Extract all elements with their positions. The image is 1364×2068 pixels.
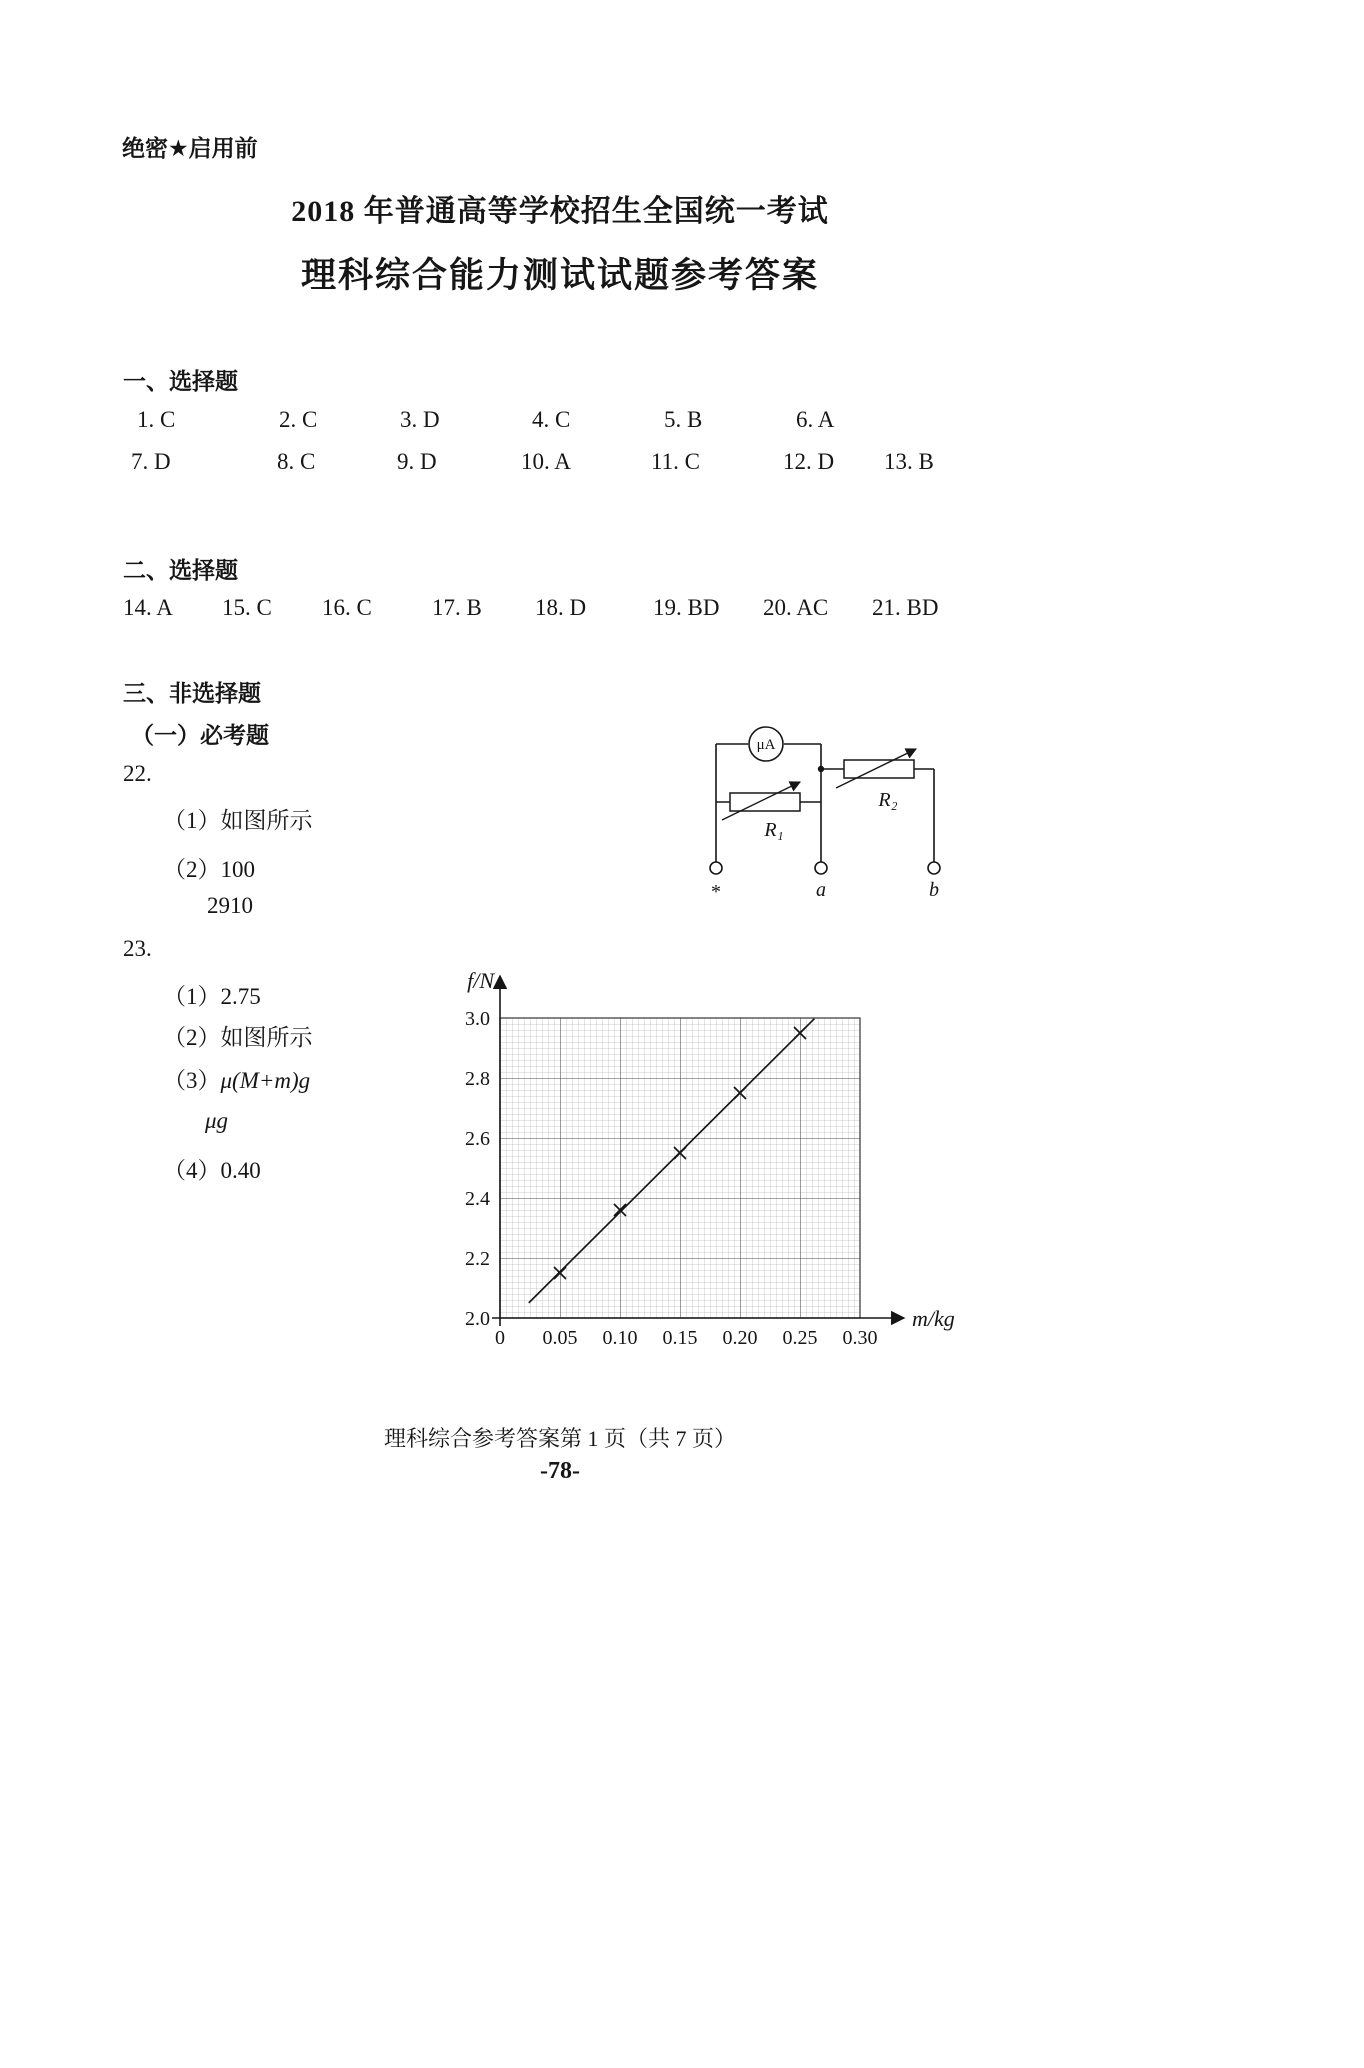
svg-text:2.0: 2.0: [465, 1308, 490, 1330]
terminal-b: [928, 862, 940, 874]
svg-text:0.10: 0.10: [602, 1327, 638, 1349]
q23-answer-5: （4）0.40: [163, 1158, 261, 1183]
answer-q4: 4. C: [532, 407, 571, 432]
answer-q7: 7. D: [131, 449, 171, 474]
section-3-heading: 三、非选择题: [123, 680, 261, 706]
microammeter-label: μA: [756, 737, 776, 753]
q23-answer-3: [163, 1062, 310, 1095]
svg-text:0: 0: [495, 1327, 505, 1349]
answer-q2: 2. C: [279, 407, 318, 432]
q23-answer-1: （1）2.75: [163, 984, 261, 1009]
terminal-b-label: b: [929, 879, 939, 901]
svg-text:2.4: 2.4: [465, 1188, 490, 1210]
answer-q6: 6. A: [796, 407, 835, 432]
answer-q11: 11. C: [651, 449, 700, 474]
answer-q13: 13. B: [884, 449, 934, 474]
svg-text:3.0: 3.0: [465, 1008, 490, 1030]
answer-q19: 19. BD: [653, 595, 720, 620]
answer-q9: 9. D: [397, 449, 437, 474]
page-number: -78-: [540, 1458, 580, 1484]
svg-text:0.25: 0.25: [782, 1327, 818, 1349]
resistor-r2: [844, 760, 914, 778]
q23-answer-3-formula: μ(M+m)g: [220, 1068, 311, 1093]
r2-label: R₂: [878, 789, 898, 811]
answer-sheet-subtitle: 理科综合能力测试试题参考答案: [300, 256, 819, 295]
answer-q10: 10. A: [521, 449, 571, 474]
exam-title: 2018 年普通高等学校招生全国统一考试: [291, 195, 829, 228]
y-axis-label: f/N: [467, 968, 494, 993]
svg-text:2.2: 2.2: [465, 1248, 490, 1270]
junction-dot: [818, 766, 824, 772]
terminal-a-label: a: [816, 879, 826, 901]
q23-answer-2: （2）如图所示: [163, 1025, 313, 1050]
answer-q14: 14. A: [123, 595, 173, 620]
answer-q5: 5. B: [664, 407, 703, 432]
r1-label: R₁: [764, 819, 784, 841]
svg-text:0.15: 0.15: [662, 1327, 698, 1349]
footer-page-info: 理科综合参考答案第 1 页（共 7 页）: [383, 1426, 736, 1451]
answer-q1: 1. C: [137, 407, 176, 432]
section-2-heading: 二、选择题: [123, 557, 238, 583]
answer-q3: 3. D: [400, 407, 440, 432]
secret-label: 绝密★启用前: [122, 135, 258, 161]
answer-q20: 20. AC: [763, 595, 829, 620]
graph-paper-grid: [500, 1018, 860, 1318]
q22-answer-3: 2910: [207, 893, 253, 918]
answer-q12: 12. D: [783, 449, 835, 474]
circuit-diagram: [686, 714, 986, 914]
x-axis-label: m/kg: [912, 1306, 955, 1331]
answer-q15: 15. C: [222, 595, 272, 620]
required-questions-subheading: （一）必考题: [131, 722, 269, 748]
q23-answer-4: μg: [205, 1108, 229, 1133]
svg-text:2.6: 2.6: [465, 1128, 490, 1150]
answer-q21: 21. BD: [872, 595, 939, 620]
question-23-number: 23.: [123, 936, 152, 961]
q22-answer-1: （1）如图所示: [163, 808, 313, 833]
terminal-left-label: *: [711, 881, 721, 903]
answer-q18: 18. D: [535, 595, 587, 620]
answer-q16: 16. C: [322, 595, 372, 620]
svg-text:2.8: 2.8: [465, 1068, 490, 1090]
answer-q17: 17. B: [432, 595, 482, 620]
q22-answer-2: （2）100: [163, 857, 255, 882]
terminal-a: [815, 862, 827, 874]
q23-answer-3-prefix: （3）: [163, 1068, 221, 1093]
section-1-heading: 一、选择题: [123, 368, 238, 394]
svg-text:0.30: 0.30: [842, 1327, 878, 1349]
friction-vs-mass-graph: [430, 958, 970, 1368]
resistor-r1: [730, 793, 800, 811]
svg-text:0.20: 0.20: [722, 1327, 758, 1349]
svg-text:0.05: 0.05: [542, 1327, 578, 1349]
terminal-left: [710, 862, 722, 874]
question-22-number: 22.: [123, 761, 152, 786]
answer-q8: 8. C: [277, 449, 316, 474]
